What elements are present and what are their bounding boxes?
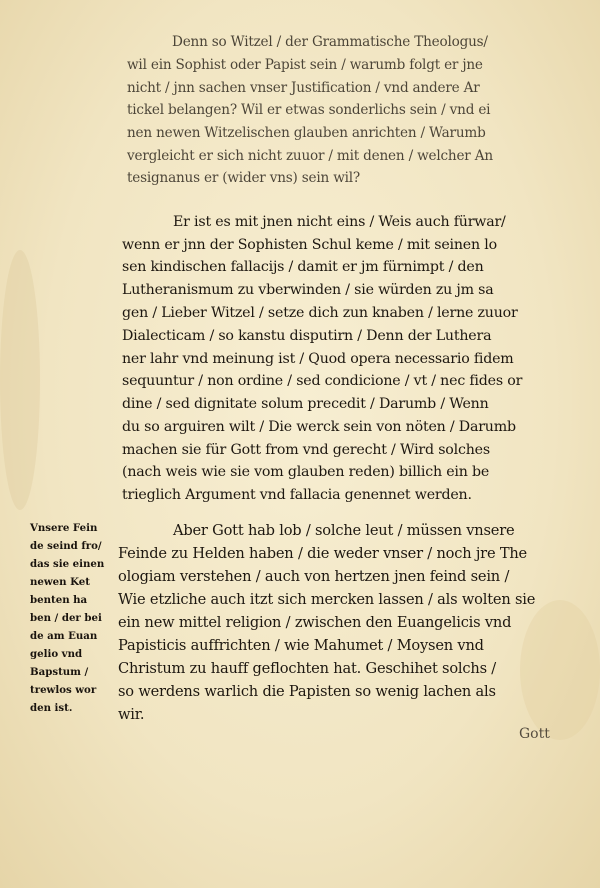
margin-note-line: den ist. — [30, 702, 73, 714]
text-line: dine / sed dignitate solum precedit / Darumb / Wenn — [122, 396, 489, 412]
text-line: vergleicht er sich nicht zuuor / mit denen / welcher An — [127, 148, 493, 164]
text-line: Christum zu hauff geflochten hat. Geschihet solchs / — [118, 660, 497, 677]
text-line: ein new mittel religion / zwischen den Euangelicis vnd — [118, 614, 512, 631]
text-line: ner lahr vnd meinung ist / Quod opera necessario fidem — [122, 351, 514, 367]
margin-note-line: gelio vnd — [30, 648, 83, 660]
text-line: Wie etzliche auch itzt sich mercken lassen / als wolten sie — [118, 591, 536, 608]
margin-note-line: Bapstum / — [30, 666, 89, 678]
text-line: so werdens warlich die Papisten so wenig lachen als — [118, 683, 496, 700]
text-line: Feinde zu Helden haben / die weder vnser / noch jre The — [118, 545, 527, 562]
paper-stain — [0, 250, 40, 510]
paper-stain — [520, 600, 600, 740]
text-line: wenn er jnn der Sophisten Schul keme / mit seinen lo — [122, 237, 497, 253]
catchword: Gott — [519, 726, 550, 742]
text-line: tesignanus er (wider vns) sein wil? — [127, 170, 361, 186]
text-line: Dialecticam / so kanstu disputirn / Denn der Luthera — [122, 328, 492, 344]
text-line: gen / Lieber Witzel / setze dich zun knaben / lerne zuuor — [122, 305, 518, 321]
margin-note-line: Vnsere Fein — [30, 522, 98, 534]
text-line: sen kindischen fallacijs / damit er jm fürnimpt / den — [122, 259, 484, 275]
text-line: wir. — [118, 706, 145, 723]
text-line: Denn so Witzel / der Grammatische Theologus/ — [172, 34, 488, 50]
text-line: Aber Gott hab lob / solche leut / müssen vnsere — [173, 522, 515, 539]
text-line: trieglich Argument vnd fallacia genennet werden. — [122, 487, 472, 503]
margin-note-line: newen Ket — [30, 576, 90, 588]
margin-note-line: ben / der bei — [30, 612, 102, 624]
text-line: machen sie für Gott from vnd gerecht / Wird solches — [122, 442, 490, 458]
text-line: nen newen Witzelischen glauben anrichten / Warumb — [127, 125, 486, 141]
text-line: Papisticis auffrichten / wie Mahumet / Moysen vnd — [118, 637, 484, 654]
text-line: tickel belangen? Wil er etwas sonderlichs sein / vnd ei — [127, 102, 491, 118]
text-line: ologiam verstehen / auch von hertzen jnen feind sein / — [118, 568, 510, 585]
text-line: sequuntur / non ordine / sed condicione / vt / nec fides or — [122, 373, 523, 389]
text-line: du so arguiren wilt / Die werck sein von nöten / Darumb — [122, 419, 516, 435]
text-line: Er ist es mit jnen nicht eins / Weis auch fürwar/ — [173, 214, 506, 230]
margin-note-line: de am Euan — [30, 630, 98, 642]
margin-note-line: trewlos wor — [30, 684, 97, 696]
margin-note-line: das sie einen — [30, 558, 105, 570]
text-line: Lutheranismum zu vberwinden / sie würden zu jm sa — [122, 282, 494, 298]
text-line: wil ein Sophist oder Papist sein / warumb folgt er jne — [127, 57, 483, 73]
text-line: nicht / jnn sachen vnser Justification / vnd andere Ar — [127, 80, 480, 96]
text-line: (nach weis wie sie vom glauben reden) billich ein be — [122, 464, 490, 480]
margin-note-line: de seind fro/ — [30, 540, 102, 552]
margin-note-line: benten ha — [30, 594, 88, 606]
